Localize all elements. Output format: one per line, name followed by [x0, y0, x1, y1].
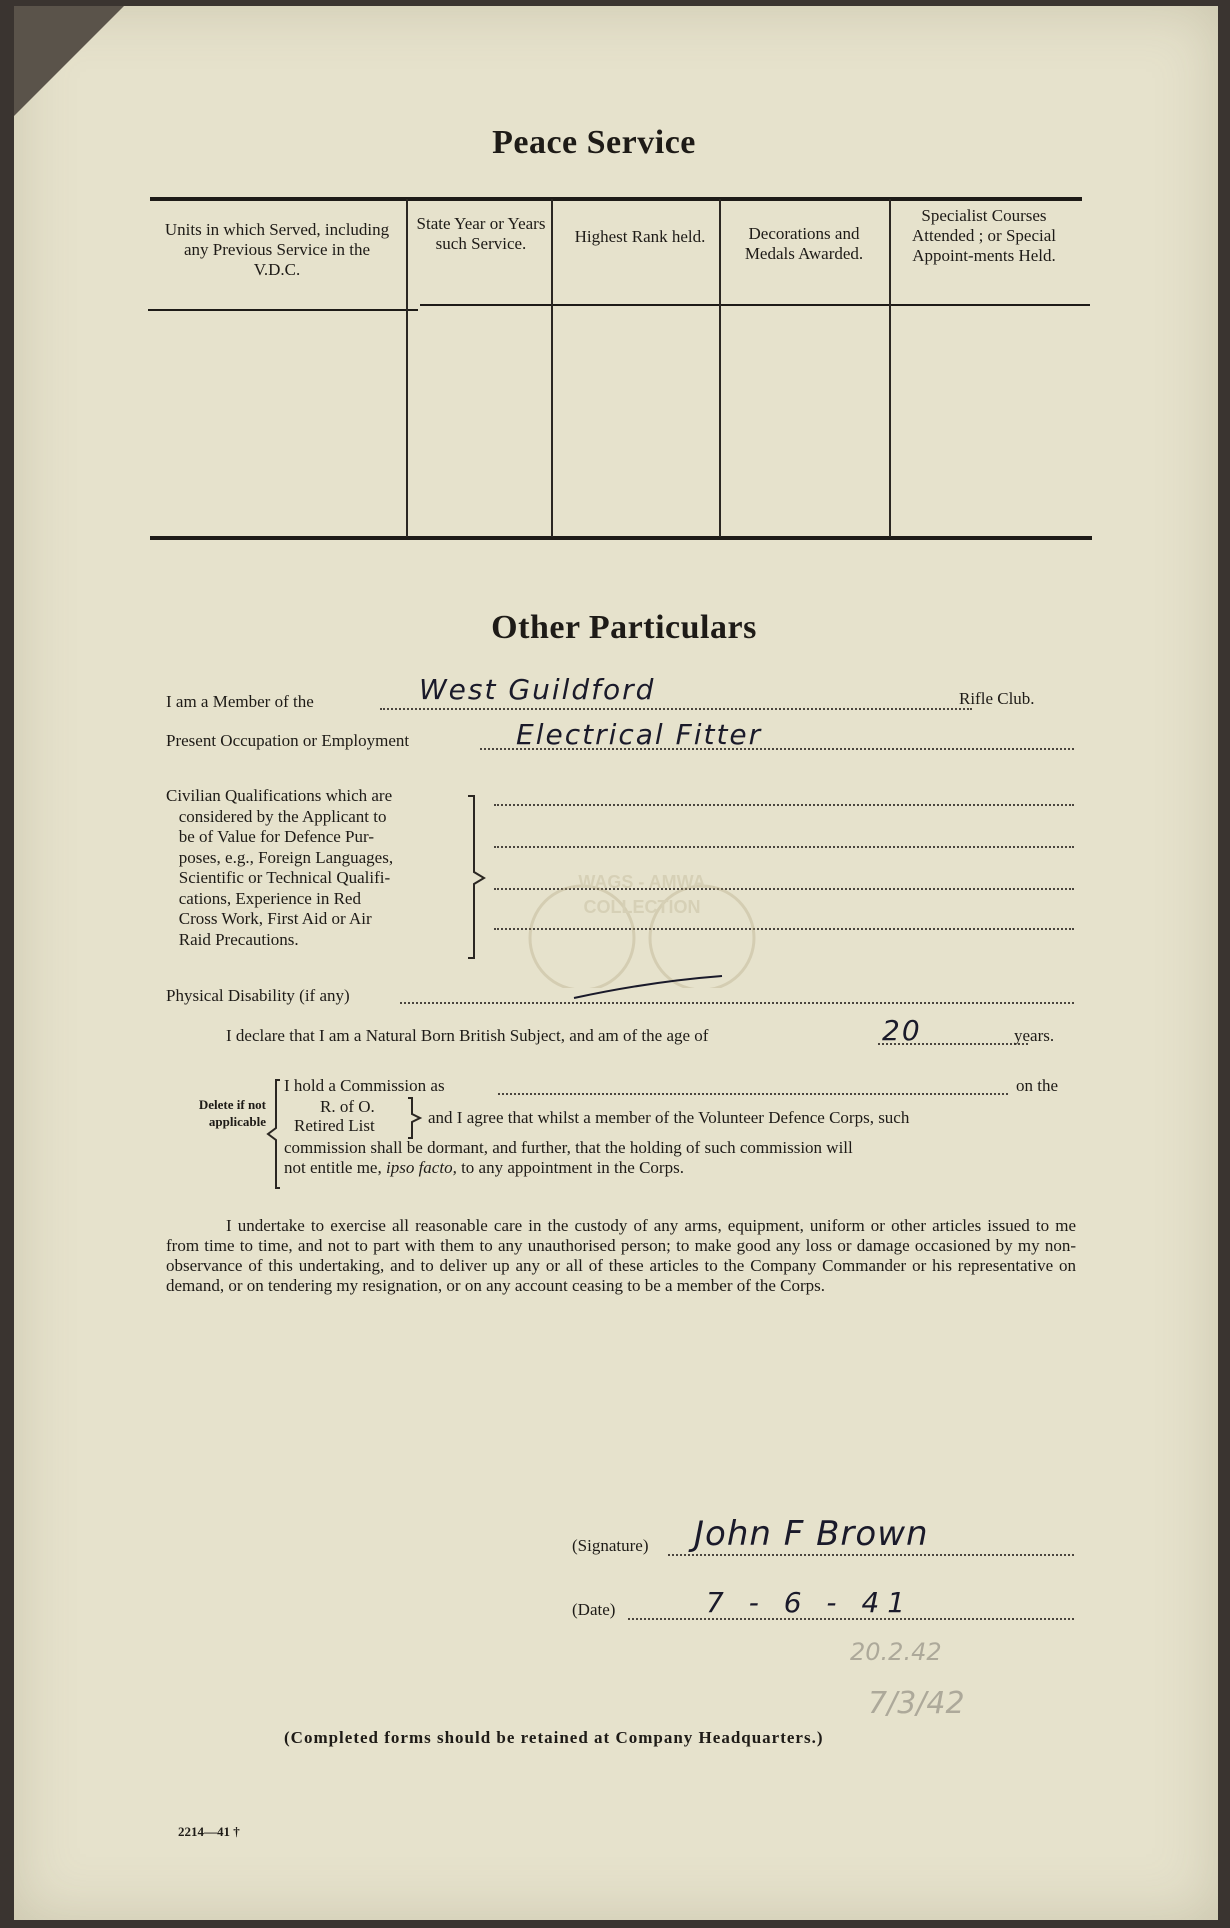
on-the-label: on the: [1016, 1076, 1059, 1095]
column-header-units: Units in which Served, including any Previous Service in the V.D.C.: [164, 220, 390, 279]
signature-value: John F Brown: [694, 1514, 929, 1554]
column-header-rank: Highest Rank held.: [574, 227, 706, 246]
commission-dormant-text: commission shall be dormant, and further, that the holding of such commission will: [284, 1138, 853, 1157]
years-label: years.: [1014, 1026, 1055, 1045]
member-club-value: West Guildford: [419, 673, 656, 706]
civilian-qualifications-label: Civilian Qualifications which are considered by the Applicant to be of Value for Defence Pur- poses, e.g., Foreign Languages, Scientific or Technical Qualifi- cations, Experience in Red Cross Work, First Aid or Air Raid Precautions.: [166, 786, 394, 949]
signature-dotted-line: [668, 1554, 1074, 1556]
column-divider: [406, 199, 408, 537]
table-header-rule-right: [420, 304, 1090, 306]
form-page: [14, 6, 1218, 1920]
occupation-value: Electrical Fitter: [516, 718, 763, 751]
pencil-note-date-2: 7/3/42: [868, 1686, 965, 1721]
delete-if-not-applicable-note: Delete if not applicable: [198, 1097, 266, 1129]
other-particulars-title: Other Particulars: [491, 609, 757, 646]
date-label: (Date): [572, 1600, 616, 1619]
member-dotted-line: [380, 708, 972, 710]
reserve-of-officers-label: R. of O.: [320, 1097, 375, 1116]
age-value: 20: [882, 1014, 922, 1047]
signature-label: (Signature): [572, 1536, 649, 1555]
retired-list-label: Retired List: [294, 1116, 375, 1135]
collection-watermark: WAGS - AMWA COLLECTION: [512, 868, 772, 988]
table-top-rule: [150, 197, 1082, 201]
peace-service-title: Peace Service: [492, 124, 696, 161]
qualifications-line-1: [494, 804, 1074, 806]
column-header-specialist: Specialist Courses Attended ; or Special Appoint-ments Held.: [912, 206, 1056, 265]
column-divider: [889, 199, 891, 537]
member-label: I am a Member of the: [166, 692, 314, 711]
table-header-rule: [148, 309, 418, 311]
column-header-decorations: Decorations and Medals Awarded.: [744, 224, 864, 263]
undertaking-paragraph: I undertake to exercise all reasonable care in the custody of any arms, equipment, uniform or other articles issued to me from time to time, and not to part with them to any unauthorised person; to make good any loss or damage occasioned by my non-observance of this undertaking, and to deliver up any or all of these articles to the Company Commander or his representative on demand, or on tendering my resignation, or on any account ceasing to be a member of the Corps.: [166, 1216, 1076, 1295]
disability-dotted-line: [400, 1002, 1074, 1004]
qualifications-line-2: [494, 846, 1074, 848]
commission-agree-text: and I agree that whilst a member of the Volunteer Defence Corps, such: [428, 1108, 910, 1127]
occupation-label: Present Occupation or Employment: [166, 731, 410, 750]
column-header-years: State Year or Years such Service.: [416, 214, 546, 253]
commission-dotted-line: [498, 1093, 1008, 1095]
qualifications-brace: [462, 794, 492, 962]
folded-corner: [14, 6, 124, 116]
date-value: 7 - 6 - 41: [706, 1586, 914, 1619]
commission-entitle-text: not entitle me, ipso facto, to any appointment in the Corps.: [284, 1158, 684, 1177]
pencil-note-date-1: 20.2.42: [850, 1638, 942, 1666]
retired-brace: [406, 1096, 426, 1140]
table-bottom-rule: [150, 536, 1092, 540]
commission-hold-text: I hold a Commission as: [284, 1076, 445, 1095]
rifle-club-label: Rifle Club.: [959, 689, 1035, 708]
retention-note: (Completed forms should be retained at Company Headquarters.): [284, 1728, 824, 1747]
column-divider: [719, 199, 721, 537]
commission-brace: [266, 1078, 286, 1190]
physical-disability-label: Physical Disability (if any): [166, 986, 350, 1005]
column-divider: [551, 199, 553, 537]
declaration-text: I declare that I am a Natural Born British Subject, and am of the age of: [226, 1026, 709, 1045]
form-code: 2214—41 †: [178, 1824, 240, 1839]
disability-dash-mark: [570, 972, 730, 1002]
